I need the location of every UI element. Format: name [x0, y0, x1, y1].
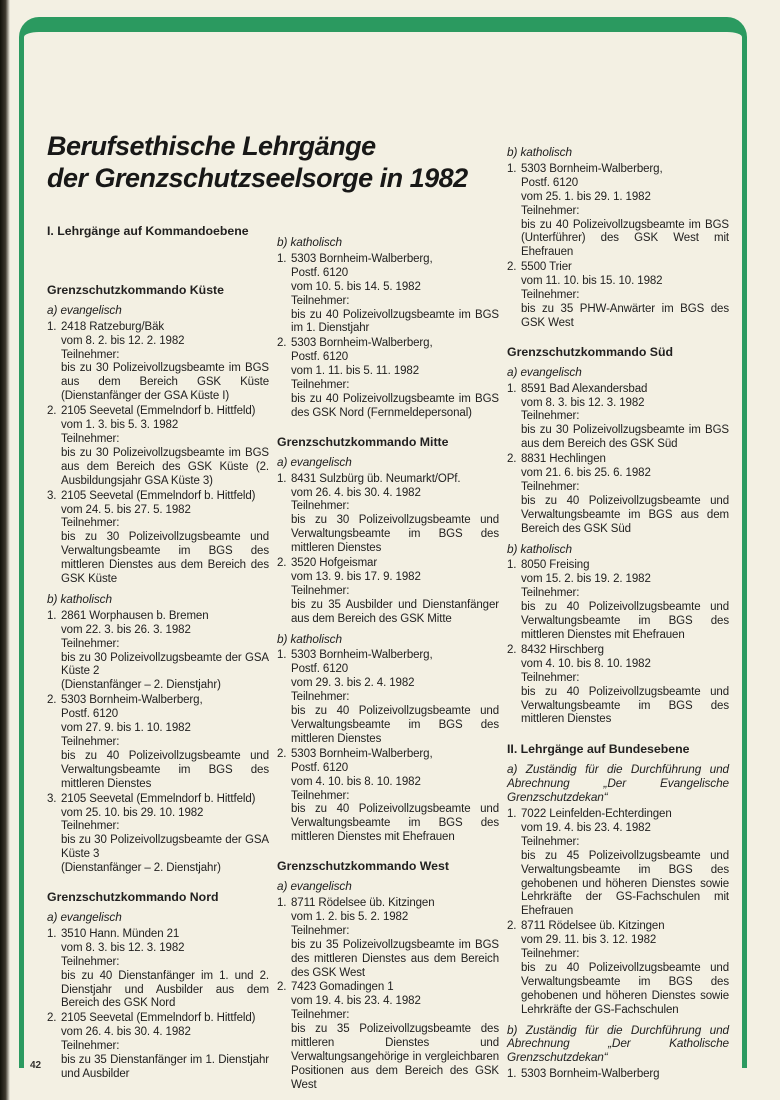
kommando-heading: Grenzschutzkommando Küste — [47, 282, 224, 297]
entry-number: 1. — [507, 807, 517, 820]
entry-number: 1. — [277, 896, 287, 909]
entry-number: 2. — [507, 261, 517, 274]
entry-body — [61, 490, 269, 587]
entry-line: bis zu 30 Polizeivollzugsbeamte und Verwaltungsbeamte im BGS des mittleren Dienstes — [291, 514, 499, 555]
kommando-heading: Grenzschutzkommando Mitte — [277, 434, 449, 449]
entry-line: 8591 Bad Alexandersbad — [521, 382, 648, 395]
column-right — [507, 140, 729, 1083]
entry-line: vom 29. 11. bis 3. 12. 1982 — [521, 934, 657, 947]
entry-body — [291, 253, 499, 336]
entry-body — [61, 928, 269, 1011]
entry-line: 2861 Worphausen b. Bremen — [61, 609, 209, 622]
section-heading: I. Lehrgänge auf Kommandoebene — [47, 224, 249, 238]
entry-line: bis zu 40 Polizeivollzugsbeamte und Verwaltungsbeamte im BGS des mittleren Dienstes — [291, 705, 499, 745]
entry-number: 2. — [277, 557, 287, 570]
entry-line: vom 26. 4. bis 30. 4. 1982 — [291, 486, 421, 499]
entry-number: 2. — [47, 405, 57, 418]
entry-body — [291, 897, 499, 980]
entry-body — [61, 1012, 269, 1082]
entry-line: bis zu 40 Polizeivollzugsbeamte und Verwaltungsbeamte im BGS des gehobenen und höheren Dienstes sowie Lehrkräfte der GS-Fachschulen — [521, 961, 729, 1016]
entry-line: vom 1. 11. bis 5. 11. 1982 — [291, 365, 420, 378]
course-entry — [47, 321, 269, 404]
entry-number: 2. — [507, 643, 517, 656]
entry-line: bis zu 35 PHW-Anwärter im BGS des GSK West — [521, 302, 729, 329]
scan-edge-shadow — [0, 0, 10, 1100]
entry-body — [291, 748, 499, 845]
course-entry — [277, 557, 499, 627]
entry-line: Teilnehmer: — [61, 1040, 120, 1053]
kommando-heading: Grenzschutzkommando Süd — [507, 344, 674, 359]
page-title — [47, 130, 468, 194]
entry-body — [61, 321, 269, 404]
entry-body — [291, 337, 499, 420]
entry-line: bis zu 30 Polizeivollzugsbeamte der GSA Küste 3 — [61, 834, 269, 861]
course-entry — [507, 559, 729, 642]
entry-line: bis zu 30 Polizeivollzugsbeamte der GSA Küste 2 — [61, 651, 269, 678]
entry-line: Teilnehmer: — [61, 736, 120, 748]
entry-line: bis zu 35 Ausbilder und Dienstanfänger aus dem Bereich des GSK Mitte — [291, 598, 499, 625]
entry-number: 2. — [47, 694, 57, 707]
entry-line: bis zu 30 Polizeivollzugsbeamte im BGS aus dem Bereich des GSK Süd — [521, 424, 729, 451]
entry-line: bis zu 30 Polizeivollzugsbeamte und Verwaltungsbeamte im BGS des mittleren Dienstes aus dem Bereich des GSK Küste — [61, 531, 269, 586]
course-entry — [47, 1012, 269, 1082]
entry-line: bis zu 30 Polizeivollzugsbeamte im BGS aus dem Bereich des GSK Küste (2. Ausbildungsjahr GSA Küste 3) — [61, 446, 269, 487]
entry-line: 5303 Bornheim-Walberberg, — [521, 162, 663, 175]
entry-line: vom 1. 2. bis 5. 2. 1982 — [291, 910, 409, 923]
confession-label: b) katholisch — [277, 235, 342, 249]
course-entry — [47, 793, 269, 876]
entry-line: Postf. 6120 — [291, 266, 349, 279]
entry-line: 5303 Bornheim-Walberberg, — [291, 337, 433, 350]
entry-body — [521, 808, 729, 919]
entry-line: bis zu 35 Dienstanfänger im 1. Dienstjahr und Ausbilder — [61, 1054, 269, 1080]
entry-line: vom 1. 3. bis 5. 3. 1982 — [61, 419, 179, 432]
entry-body — [521, 559, 729, 642]
course-entry — [47, 490, 269, 587]
entry-line: Postf. 6120 — [291, 663, 349, 676]
confession-label: a) evangelisch — [507, 364, 582, 379]
entry-number: 2. — [507, 453, 517, 466]
entry-line: Postf. 6120 — [291, 761, 349, 774]
entry-body — [521, 383, 729, 453]
entry-line: bis zu 35 Polizeivollzugsbeamte des mittleren Dienstes und Verwaltungsangehörige in vergleichbaren Positionen aus dem Bereich des GSK West — [291, 1023, 499, 1091]
entry-line: Teilnehmer: — [291, 789, 350, 802]
entry-line: vom 8. 2. bis 12. 2. 1982 — [61, 334, 185, 347]
entry-line: 7022 Leinfelden-Echterdingen — [521, 807, 672, 820]
entry-line: bis zu 40 Polizeivollzugsbeamte und Verwaltungsbeamte im BGS des mittleren Dienstes mit Ehefrauen — [521, 601, 729, 641]
entry-number: 1. — [277, 649, 287, 662]
course-entry — [47, 694, 269, 791]
entry-number: 1. — [507, 382, 517, 395]
entry-line: 5500 Trier — [521, 261, 572, 274]
entry-line: Teilnehmer: — [61, 432, 120, 445]
entry-line: vom 25. 10. bis 29. 10. 1982 — [61, 806, 204, 819]
entry-line: 3510 Hann. Münden 21 — [61, 927, 180, 940]
course-entry — [507, 163, 729, 260]
page-title-line1: Berufsethische Lehrgänge — [47, 131, 376, 161]
entry-line: bis zu 35 Polizeivollzugsbeamte im BGS des mittleren Dienstes aus dem Bereich des GSK West — [291, 938, 499, 979]
entry-line: vom 26. 4. bis 30. 4. 1982 — [61, 1026, 191, 1039]
responsibility-note: b) Zuständig für die Durchführung und Abrechnung „Der Katholische Grenzschutzdekan“ — [507, 1022, 729, 1065]
entry-line: 8432 Hirschberg — [521, 643, 604, 656]
entry-line: bis zu 40 Polizeivollzugsbeamte und Verwaltungsbeamte im BGS aus dem Bereich des GSK Süd — [521, 494, 729, 535]
entry-body — [61, 793, 269, 876]
entry-line: 8711 Rödelsee üb. Kitzingen — [521, 920, 665, 933]
entry-body — [521, 453, 729, 536]
entry-body — [291, 557, 499, 627]
entry-body — [521, 261, 729, 331]
confession-label: b) katholisch — [507, 541, 572, 556]
entry-number: 1. — [277, 252, 287, 265]
entry-line: (Dienstanfänger – 2. Dienstjahr) — [61, 679, 221, 692]
entry-body — [521, 163, 729, 260]
entry-line: bis zu 40 Polizeivollzugsbeamte im BGS des GSK Nord (Fernmeldepersonal) — [291, 392, 499, 419]
kommando-heading: Grenzschutzkommando Nord — [47, 890, 219, 905]
entry-body — [61, 610, 269, 693]
entry-line: vom 15. 2. bis 19. 2. 1982 — [521, 573, 651, 586]
entry-number: 2. — [277, 747, 287, 760]
column-middle — [277, 230, 499, 1094]
entry-line: vom 21. 6. bis 25. 6. 1982 — [521, 467, 651, 480]
entry-line: bis zu 30 Polizeivollzugsbeamte im BGS aus dem Bereich GSK Küste (Dienstanfänger der GSA Küste I) — [61, 362, 269, 403]
entry-line: Teilnehmer: — [291, 691, 350, 704]
entry-line: Teilnehmer: — [521, 480, 580, 493]
page-number: 42 — [30, 1060, 42, 1071]
entry-number: 3. — [47, 489, 57, 502]
entry-line: Teilnehmer: — [291, 500, 350, 513]
course-entry — [507, 383, 729, 453]
confession-label: b) katholisch — [507, 145, 572, 159]
entry-line: Teilnehmer: — [291, 379, 350, 392]
course-entry — [277, 748, 499, 845]
course-entry — [47, 928, 269, 1011]
entry-line: bis zu 40 Polizeivollzugsbeamte im BGS (Unterführer) des GSK West mit Ehefrauen — [521, 218, 729, 259]
entry-line: vom 13. 9. bis 17. 9. 1982 — [291, 570, 421, 583]
entry-line: 5303 Bornheim-Walberberg, — [61, 694, 203, 707]
confession-label: b) katholisch — [277, 631, 342, 646]
entry-line: 2105 Seevetal (Emmelndorf b. Hittfeld) — [61, 489, 256, 502]
entry-line: vom 25. 1. bis 29. 1. 1982 — [521, 190, 651, 203]
course-entry — [277, 897, 499, 980]
entry-body — [521, 644, 729, 727]
entry-line: Teilnehmer: — [291, 584, 350, 597]
entry-line: Teilnehmer: — [61, 348, 120, 361]
entry-line: 5303 Bornheim-Walberberg — [521, 1068, 660, 1081]
column-left — [47, 225, 269, 1083]
entry-line: 2105 Seevetal (Emmelndorf b. Hittfeld) — [61, 1012, 256, 1025]
entry-line: vom 19. 4. bis 23. 4. 1982 — [521, 821, 651, 834]
entry-line: vom 22. 3. bis 26. 3. 1982 — [61, 623, 191, 636]
entry-line: Teilnehmer: — [521, 204, 580, 217]
course-entry — [507, 261, 729, 331]
entry-number: 1. — [47, 320, 57, 333]
entry-line: Teilnehmer: — [521, 671, 580, 684]
course-entry — [507, 1068, 729, 1082]
entry-line: Teilnehmer: — [291, 924, 350, 937]
entry-line: 8050 Freising — [521, 559, 590, 572]
entry-line: 2105 Seevetal (Emmelndorf b. Hittfeld) — [61, 792, 256, 805]
entry-line: vom 8. 3. bis 12. 3. 1982 — [61, 941, 185, 954]
entry-number: 1. — [47, 609, 57, 622]
entry-line: vom 24. 5. bis 27. 5. 1982 — [61, 503, 191, 516]
entry-number: 2. — [277, 981, 287, 994]
confession-label: a) evangelisch — [277, 879, 352, 894]
entry-line: vom 4. 10. bis 8. 10. 1982 — [291, 775, 421, 788]
entry-line: bis zu 45 Polizeivollzugsbeamte und Verwaltungsbeamte im BGS des gehobenen und höheren Dienstes sowie Lehrkräfte der GS-Fachschulen mit Ehefrauen — [521, 849, 729, 918]
course-entry — [507, 920, 729, 1017]
entry-number: 1. — [507, 162, 517, 175]
entry-number: 3. — [47, 792, 57, 805]
course-entry — [277, 337, 499, 420]
entry-line: vom 4. 10. bis 8. 10. 1982 — [521, 657, 651, 670]
entry-line: Postf. 6120 — [291, 351, 349, 364]
entry-line: bis zu 40 Polizeivollzugsbeamte im BGS im 1. Dienstjahr — [291, 308, 499, 335]
entry-line: vom 19. 4. bis 23. 4. 1982 — [291, 995, 421, 1008]
entry-line: (Dienstanfänger – 2. Dienstjahr) — [61, 862, 221, 875]
entry-line: 2105 Seevetal (Emmelndorf b. Hittfeld) — [61, 405, 256, 418]
entry-line: Teilnehmer: — [61, 517, 120, 530]
entry-body — [61, 694, 269, 791]
entry-line: Teilnehmer: — [61, 955, 120, 968]
course-entry — [277, 981, 499, 1092]
entry-line: Teilnehmer: — [521, 948, 580, 961]
entry-number: 2. — [277, 337, 287, 350]
entry-line: 8831 Hechlingen — [521, 453, 606, 466]
entry-line: 2418 Ratzeburg/Bäk — [61, 320, 165, 333]
course-entry — [277, 253, 499, 336]
entry-number: 1. — [507, 1068, 517, 1081]
entry-line: Teilnehmer: — [521, 587, 580, 600]
course-entry — [507, 644, 729, 727]
entry-line: vom 29. 3. bis 2. 4. 1982 — [291, 677, 415, 690]
entry-body — [61, 405, 269, 488]
course-entry — [47, 405, 269, 488]
entry-body — [291, 981, 499, 1092]
course-entry — [507, 808, 729, 919]
entry-line: bis zu 40 Dienstanfänger im 1. und 2. Dienstjahr und Ausbilder aus dem Bereich des GSK Nord — [61, 969, 269, 1010]
entry-line: vom 10. 5. bis 14. 5. 1982 — [291, 280, 421, 293]
entry-line: Postf. 6120 — [61, 708, 119, 721]
entry-number: 1. — [507, 559, 517, 572]
entry-number: 1. — [47, 927, 57, 940]
entry-line: Teilnehmer: — [521, 410, 580, 423]
entry-line: 8431 Sulzbürg üb. Neumarkt/OPf. — [291, 472, 461, 485]
entry-number: 2. — [47, 1012, 57, 1025]
course-entry — [277, 473, 499, 556]
entry-line: 5303 Bornheim-Walberberg, — [291, 649, 433, 662]
course-entry — [47, 610, 269, 693]
page-title-line2: der Grenzschutzseelsorge in 1982 — [47, 163, 468, 193]
entry-line: bis zu 40 Polizeivollzugsbeamte und Verwaltungsbeamte im BGS des mittleren Dienstes — [61, 749, 269, 790]
entry-body — [521, 1068, 729, 1082]
entry-number: 1. — [277, 472, 287, 485]
confession-label: a) evangelisch — [47, 909, 122, 924]
entry-line: Teilnehmer: — [521, 835, 580, 848]
section-heading: II. Lehrgänge auf Bundesebene — [507, 742, 690, 757]
entry-line: 5303 Bornheim-Walberberg, — [291, 252, 433, 265]
entry-line: bis zu 40 Polizeivollzugsbeamte und Verwaltungsbeamte im BGS des mittleren Dienstes mit Ehefrauen — [291, 803, 499, 844]
confession-label: a) evangelisch — [277, 454, 352, 469]
entry-number: 2. — [507, 920, 517, 933]
confession-label: a) evangelisch — [47, 302, 122, 317]
entry-body — [291, 649, 499, 746]
entry-line: vom 8. 3. bis 12. 3. 1982 — [521, 396, 645, 409]
entry-line: bis zu 40 Polizeivollzugsbeamte und Verwaltungsbeamte im BGS des mittleren Dienstes — [521, 685, 729, 726]
entry-line: Teilnehmer: — [291, 294, 350, 307]
entry-line: 7423 Gomadingen 1 — [291, 981, 394, 994]
entry-line: 3520 Hofgeismar — [291, 557, 378, 570]
course-entry — [277, 649, 499, 746]
kommando-heading: Grenzschutzkommando West — [277, 859, 449, 874]
entry-line: Teilnehmer: — [521, 289, 580, 302]
entry-line: Teilnehmer: — [61, 820, 120, 833]
entry-body — [521, 920, 729, 1017]
responsibility-note: a) Zuständig für die Durchführung und Abrechnung „Der Evangelische Grenzschutzdekan“ — [507, 762, 729, 805]
entry-line: vom 27. 9. bis 1. 10. 1982 — [61, 722, 191, 735]
entry-line: vom 11. 10. bis 15. 10. 1982 — [521, 275, 663, 288]
entry-line: Postf. 6120 — [521, 176, 579, 189]
entry-line: 8711 Rödelsee üb. Kitzingen — [291, 896, 435, 909]
course-entry — [507, 453, 729, 536]
entry-body — [291, 473, 499, 556]
entry-line: 5303 Bornheim-Walberberg, — [291, 747, 433, 760]
entry-line: Teilnehmer: — [291, 1009, 350, 1022]
confession-label: b) katholisch — [47, 591, 112, 606]
entry-line: Teilnehmer: — [61, 637, 120, 650]
